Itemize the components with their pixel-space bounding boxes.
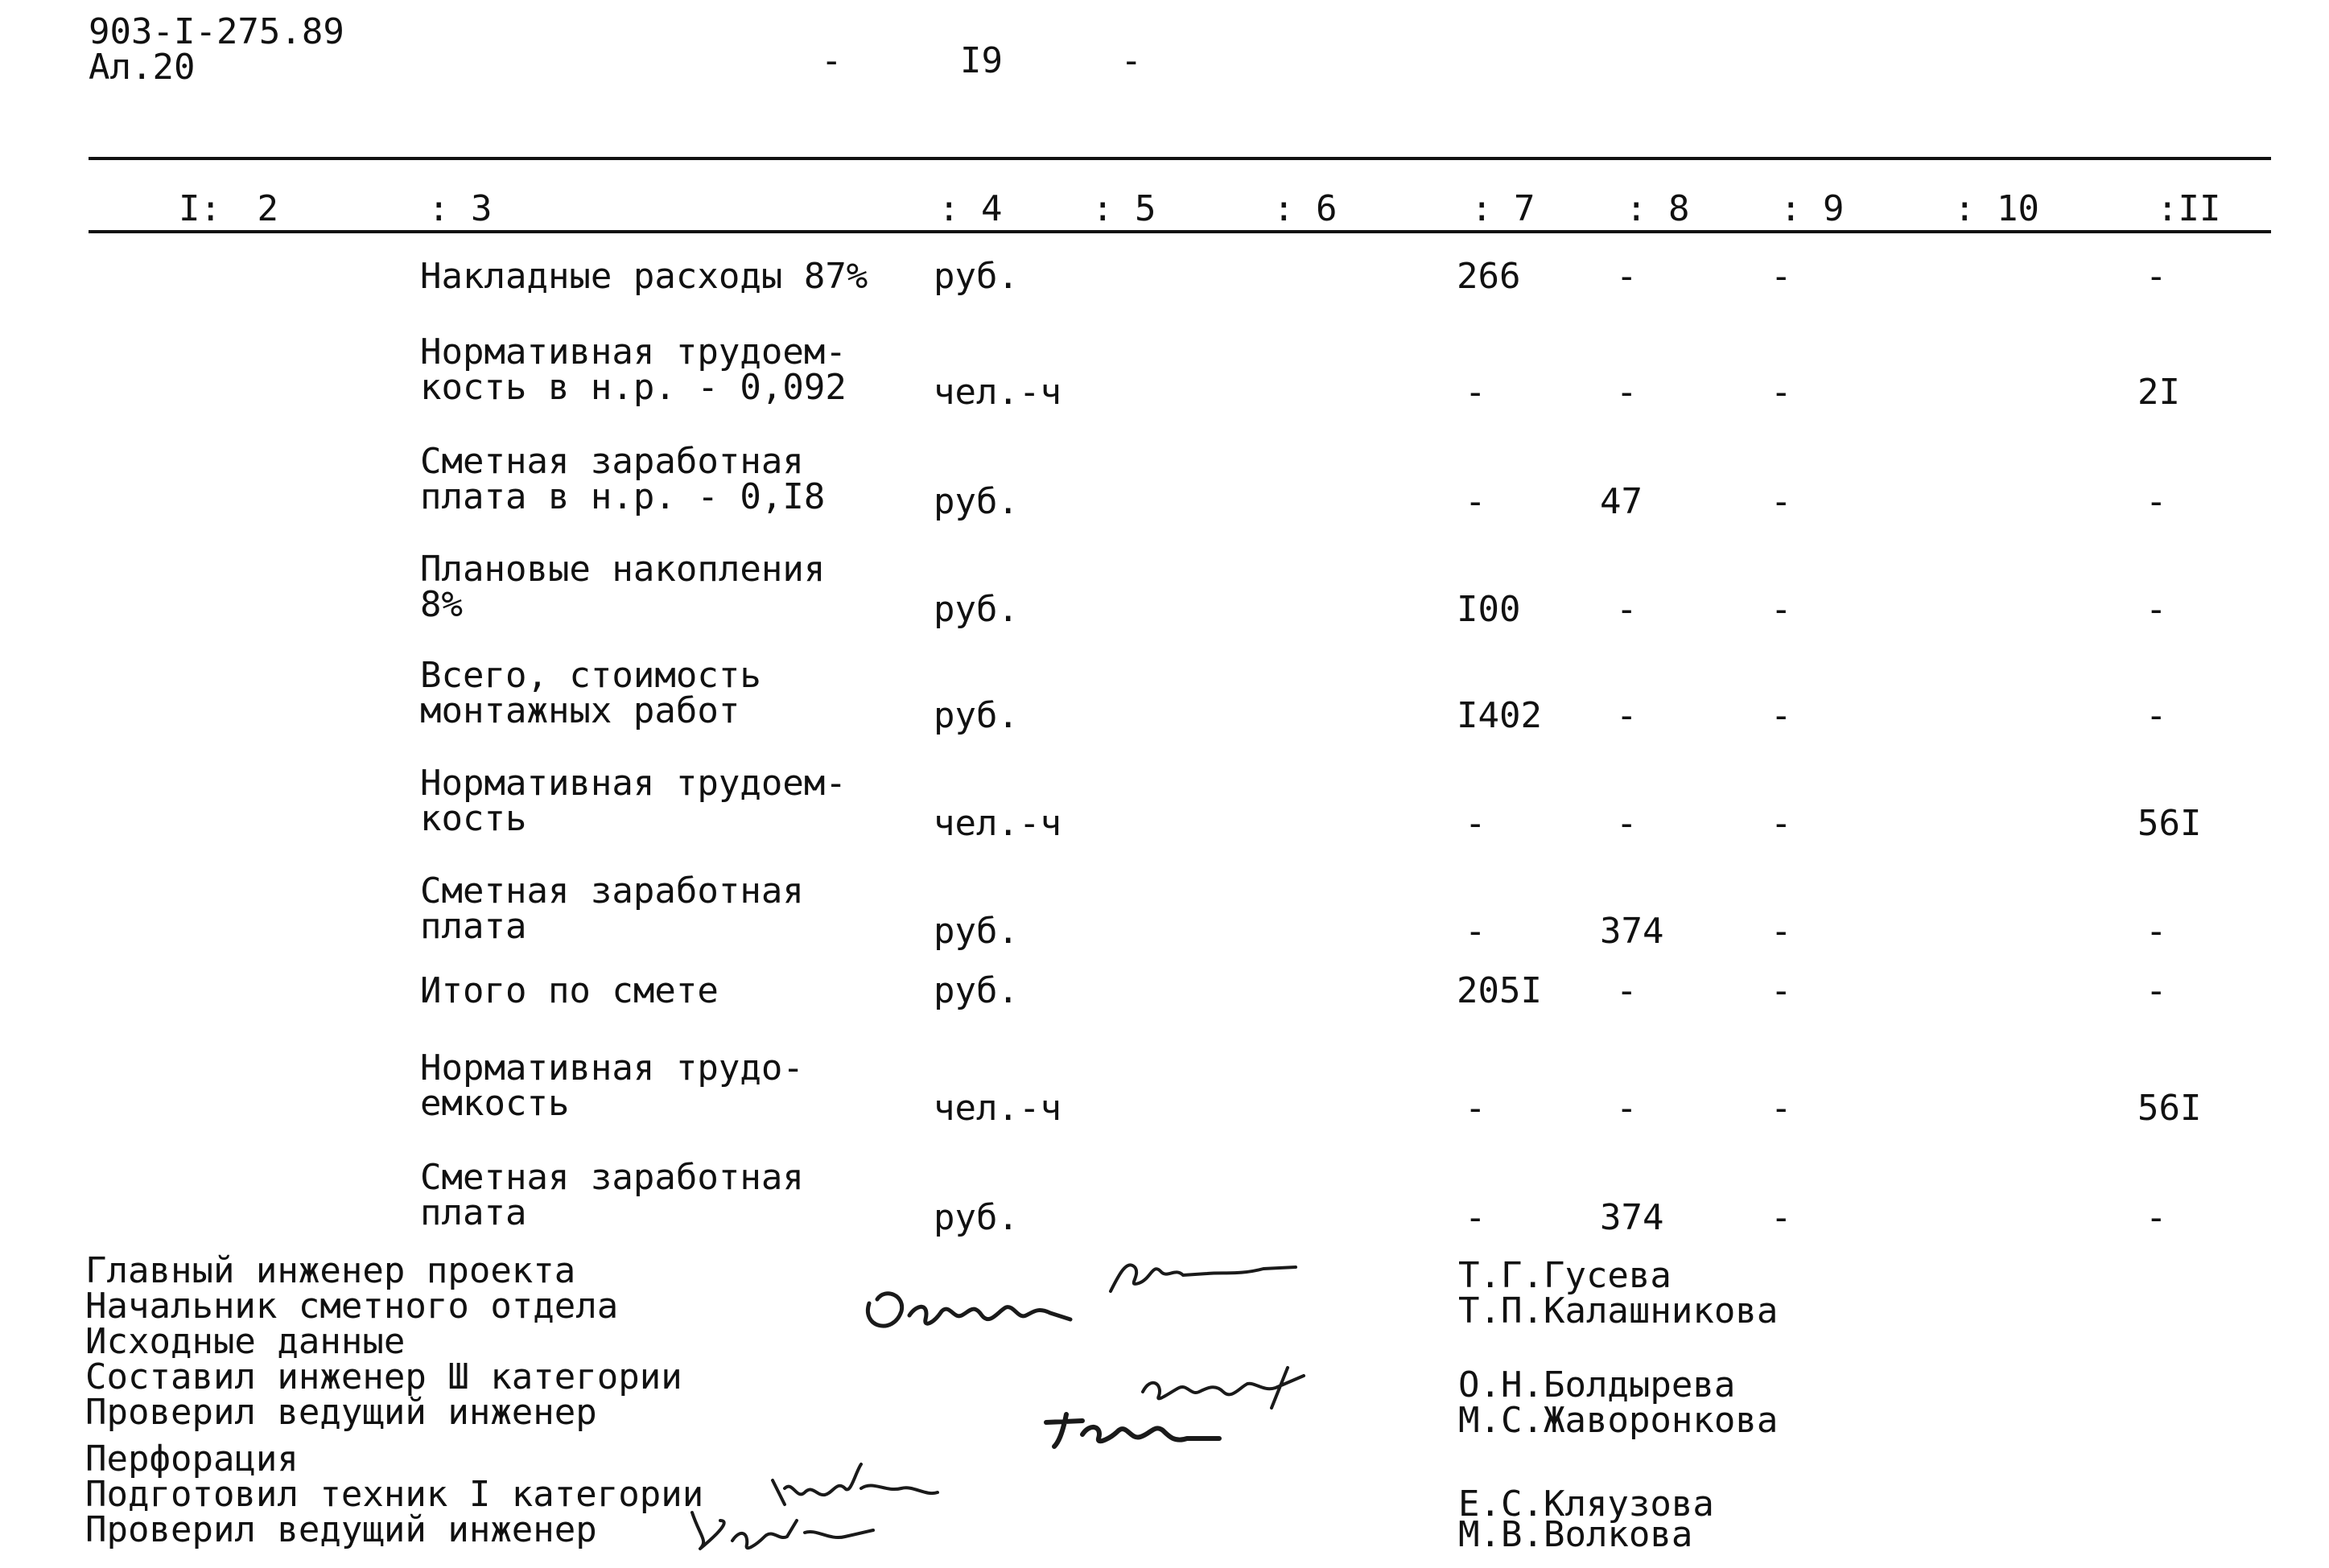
- cell-col-9: -: [1770, 911, 1792, 952]
- cell-col-11: -: [2146, 911, 2167, 952]
- cell-col-8: -: [1616, 372, 1638, 413]
- cell-unit: чел.-ч: [934, 803, 1061, 844]
- page-number: - I9 -: [821, 40, 1142, 81]
- handwritten-signature: [676, 1496, 885, 1561]
- cell-item-name: Нормативная трудоем-: [420, 331, 847, 372]
- cell-item-name: Нормативная трудоем-: [420, 763, 847, 804]
- cell-item-name: Плановые накопления: [420, 549, 826, 590]
- signature-name: О.Н.Болдырева: [1458, 1364, 1736, 1405]
- cell-col-7: -: [1465, 1197, 1486, 1238]
- cell-item-name: емкость: [420, 1083, 570, 1124]
- cell-unit: руб.: [934, 256, 1019, 297]
- cell-col-7: -: [1465, 1088, 1486, 1129]
- cell-col-11: 56I: [2137, 803, 2202, 844]
- sheet-number: Ал.20: [89, 47, 196, 88]
- handwritten-signature: [853, 1271, 1111, 1344]
- cell-col-7: I00: [1457, 589, 1521, 630]
- cell-col-9: -: [1770, 1197, 1792, 1238]
- cell-col-8: 374: [1600, 911, 1664, 952]
- signature-role: Перфорация: [85, 1438, 299, 1480]
- cell-item-name: Сметная заработная: [420, 870, 804, 912]
- cell-item-name: Итого по смете: [420, 970, 719, 1011]
- cell-item-name: Накладные расходы 87%: [420, 256, 868, 297]
- top-rule: [89, 157, 2271, 160]
- cell-col-7: -: [1465, 481, 1486, 522]
- cell-col-8: 47: [1600, 481, 1643, 522]
- signature-name: Е.С.Кляузова: [1458, 1484, 1714, 1525]
- cell-item-name: Нормативная трудо-: [420, 1047, 804, 1089]
- cell-unit: руб.: [934, 911, 1019, 952]
- cell-item-name: Сметная заработная: [420, 1157, 804, 1198]
- signature-name: Т.П.Калашникова: [1458, 1290, 1779, 1331]
- cell-unit: руб.: [934, 970, 1019, 1011]
- cell-col-9: -: [1770, 372, 1792, 413]
- column-header-cell: : 5: [1092, 188, 1156, 229]
- signature-name: М.В.Волкова: [1458, 1514, 1693, 1555]
- signature-role: Проверил ведущий инженер: [85, 1509, 597, 1550]
- column-header-cell: : 3: [428, 188, 493, 229]
- handwritten-signature: [1103, 1243, 1304, 1307]
- cell-unit: чел.-ч: [934, 372, 1061, 413]
- cell-col-11: -: [2146, 256, 2167, 297]
- cell-col-8: -: [1616, 970, 1638, 1011]
- column-header-cell: : 4: [938, 188, 1003, 229]
- signature-name: М.С.Жаворонкова: [1458, 1400, 1779, 1441]
- cell-unit: руб.: [934, 481, 1019, 522]
- cell-unit: руб.: [934, 589, 1019, 630]
- column-header-cell: : 7: [1471, 188, 1535, 229]
- cell-item-name: плата: [420, 1192, 527, 1233]
- cell-col-7: I402: [1457, 695, 1542, 736]
- cell-col-11: -: [2146, 589, 2167, 630]
- cell-col-11: 56I: [2137, 1088, 2202, 1129]
- signature-role: Главный инженер проекта: [85, 1250, 576, 1291]
- cell-col-11: 2I: [2137, 372, 2180, 413]
- signature-role: Проверил ведущий инженер: [85, 1392, 597, 1433]
- cell-item-name: 8%: [420, 584, 463, 625]
- cell-col-8: -: [1616, 803, 1638, 844]
- cell-item-name: Всего, стоимость: [420, 655, 761, 696]
- cell-col-7: -: [1465, 372, 1486, 413]
- signature-role: Исходные данные: [85, 1321, 406, 1362]
- column-header-cell: : 9: [1780, 188, 1845, 229]
- cell-item-name: плата в н.р. - 0,I8: [420, 476, 826, 517]
- cell-col-11: -: [2146, 695, 2167, 736]
- cell-unit: чел.-ч: [934, 1088, 1061, 1129]
- cell-col-9: -: [1770, 589, 1792, 630]
- cell-col-8: -: [1616, 1088, 1638, 1129]
- cell-col-9: -: [1770, 970, 1792, 1011]
- column-header-cell: I: 2: [179, 188, 278, 229]
- cell-col-11: -: [2146, 970, 2167, 1011]
- cell-col-8: -: [1616, 695, 1638, 736]
- cell-item-name: плата: [420, 906, 527, 947]
- cell-col-9: -: [1770, 256, 1792, 297]
- cell-unit: руб.: [934, 695, 1019, 736]
- cell-col-7: 266: [1457, 256, 1521, 297]
- cell-col-7: 205I: [1457, 970, 1542, 1011]
- cell-col-7: -: [1465, 803, 1486, 844]
- cell-col-7: -: [1465, 911, 1486, 952]
- cell-col-9: -: [1770, 803, 1792, 844]
- cell-col-11: -: [2146, 481, 2167, 522]
- cell-unit: руб.: [934, 1197, 1019, 1238]
- signature-role: Подготовил техник I категории: [85, 1474, 704, 1515]
- cell-item-name: монтажных работ: [420, 690, 740, 731]
- signature-name: Т.Г.Гусева: [1458, 1255, 1672, 1296]
- cell-col-9: -: [1770, 695, 1792, 736]
- cell-col-8: -: [1616, 589, 1638, 630]
- column-header-cell: : 10: [1954, 188, 2039, 229]
- signature-role: Составил инженер Ш категории: [85, 1356, 682, 1397]
- column-header-cell: :II: [2157, 188, 2221, 229]
- column-header-rule: [89, 230, 2271, 233]
- column-header-cell: : 6: [1273, 188, 1338, 229]
- signature-role: Начальник сметного отдела: [85, 1286, 619, 1327]
- cell-col-9: -: [1770, 481, 1792, 522]
- column-header-cell: : 8: [1626, 188, 1690, 229]
- handwritten-signature: [1034, 1398, 1243, 1455]
- cell-item-name: кость: [420, 798, 527, 839]
- cell-col-8: -: [1616, 256, 1638, 297]
- cell-col-8: 374: [1600, 1197, 1664, 1238]
- cell-col-9: -: [1770, 1088, 1792, 1129]
- document-code: 903-I-275.89: [89, 11, 344, 52]
- cell-item-name: Сметная заработная: [420, 441, 804, 482]
- cell-col-11: -: [2146, 1197, 2167, 1238]
- cell-item-name: кость в н.р. - 0,092: [420, 367, 847, 408]
